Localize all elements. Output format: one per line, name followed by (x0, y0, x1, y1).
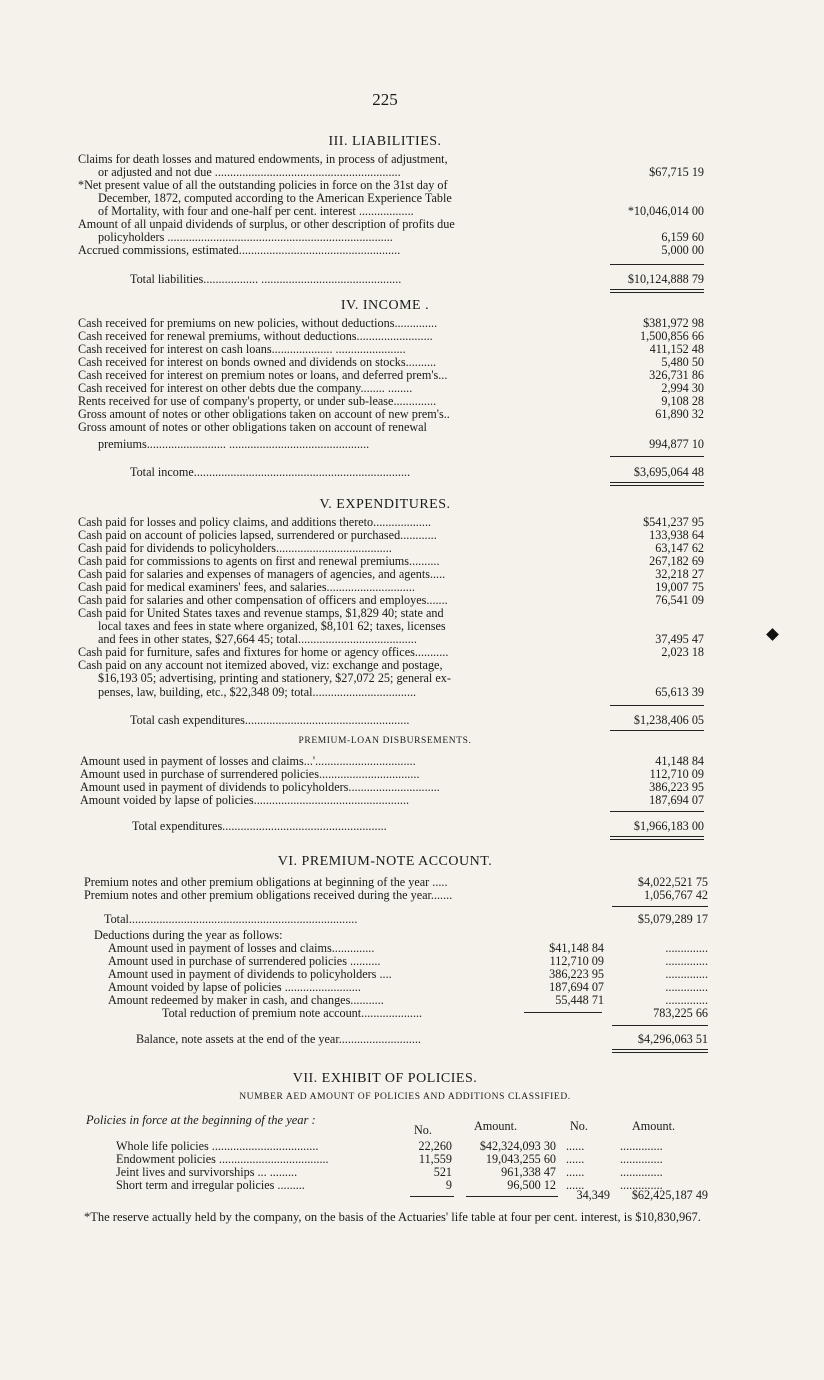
rule (612, 906, 708, 907)
income-row: Cash received for interest on cash loans.................... ....................... 411,152 48 (78, 342, 704, 356)
expenditure-row: Cash paid for United States taxes and revenue stamps, $1,829 40; state and (78, 606, 444, 620)
policy-no-2: ...... (566, 1152, 585, 1166)
page-number: 225 (372, 90, 398, 109)
expenditure-row: and fees in other states, $27,664 45; total....................................... 37,495 47 (98, 632, 704, 646)
policy-amount: 19,043,255 60 (485, 1152, 556, 1166)
income-row: premiums.......................... .............................................. 994,877 10 (98, 437, 704, 451)
balance-note-assets: Balance, note assets at the end of the year........................... $4,296,063 51 (136, 1032, 708, 1046)
rule (410, 1196, 454, 1197)
rule (610, 730, 704, 731)
deductions-label: Deductions during the year as follows: (94, 928, 283, 942)
income-row: Cash received for interest on bonds owned and dividends on stocks.......... 5,480 50 (78, 355, 704, 369)
policy-amount: $42,324,093 30 (479, 1139, 556, 1153)
exhibit-total-amount: $62,425,187 49 (631, 1188, 708, 1202)
expenditure-row: Cash paid for losses and policy claims, and additions thereto................... $541,237 95 (78, 515, 704, 529)
policy-amount-2: .............. (620, 1152, 663, 1166)
expenditure-row: $16,193 05; advertising, printing and stationery, $27,072 25; general ex- (98, 671, 451, 685)
expenditure-row: Cash paid for commissions to agents on first and renewal premiums.......... 267,182 69 (78, 554, 704, 568)
premium-loan-heading: PREMIUM-LOAN DISBURSEMENTS. (298, 736, 472, 746)
expenditure-row: Cash paid for salaries and other compensation of officers and employes....... 76,541 09 (78, 593, 704, 607)
policy-no: 521 (433, 1165, 452, 1179)
policy-amount-2: .............. (620, 1139, 663, 1153)
income-row: Rents received for use of company's property, or under sub-lease.............. 9,108 28 (78, 394, 704, 408)
premium-note-row: Premium notes and other premium obligations received during the year....... 1,056,767 42 (84, 888, 708, 902)
expenditure-row: Cash paid for furniture, safes and fixtures for home or agency offices........... 2,023 18 (78, 645, 704, 659)
income-row: Cash received for interest on premium notes or loans, and deferred prem's... 326,731 86 (78, 368, 704, 382)
policy-no: 11,559 (418, 1152, 452, 1166)
deduction-row: Amount voided by lapse of policies ......................... 187,694 07 .............. (108, 980, 708, 994)
deduction-row: Amount used in purchase of surrendered policies .......... 112,710 09 .............. (108, 954, 708, 968)
income-row: Gross amount of notes or other obligations taken on account of renewal (78, 420, 427, 434)
premium-note-total: Total........................................................................... $5,079,289 17 (104, 912, 708, 926)
column-header-amount: Amount. (474, 1119, 517, 1133)
liability-row: December, 1872, computed according to the American Experience Table (98, 191, 452, 205)
expenditure-row: Cash paid for dividends to policyholders...................................... 63,147 62 (78, 541, 704, 555)
in-force-label: Policies in force at the beginning of the year : (86, 1113, 316, 1127)
expenditure-row: local taxes and fees in state where organized, $8,101 62; taxes, licenses (98, 619, 446, 633)
expenditure-row: penses, law, building, etc., $22,348 09; total.................................. 65,613 39 (98, 685, 704, 699)
policy-amount: 961,338 47 (501, 1165, 556, 1179)
policy-amount: 96,500 12 (507, 1178, 556, 1192)
liability-row: policyholders .......................................................................... 6,159 60 (98, 230, 704, 244)
policy-label: Whole life policies ................................... (116, 1139, 319, 1153)
expenditure-row: Cash paid for salaries and expenses of managers of agencies, and agents..... 32,218 27 (78, 567, 704, 581)
total-expenditures: Total expenditures...................................................... $1,966,183 00 (132, 819, 704, 833)
premium-note-row: Premium notes and other premium obligations at beginning of the year ..... $4,022,521 75 (84, 875, 708, 889)
loan-row: Amount used in payment of losses and claims...'................................. 41,148 84 (80, 754, 704, 768)
section-heading-expenditures: V. EXPENDITURES. (319, 497, 451, 512)
policy-amount-2: .............. (620, 1178, 663, 1192)
income-row: Cash received for premiums on new policies, without deductions.............. $381,972 98 (78, 316, 704, 330)
policy-no: 9 (445, 1178, 452, 1192)
income-row: Cash received for interest on other debts due the company........ ........ 2,994 30 (78, 381, 704, 395)
liability-row: *Net present value of all the outstanding policies in force on the 31st day of (78, 178, 448, 192)
rule (610, 705, 704, 706)
policy-label: Short term and irregular policies ......... (116, 1178, 305, 1192)
double-rule (612, 1049, 708, 1053)
exhibit-subheading: NUMBER AED AMOUNT OF POLICIES AND ADDITIONS CLASSIFIED. (239, 1092, 571, 1102)
deduction-row: Amount used in payment of dividends to policyholders .... 386,223 95 .............. (108, 967, 708, 981)
double-rule (610, 289, 704, 293)
liability-row: of Mortality, with four and one-half per cent. interest .................. *10,046,014 00 (98, 204, 704, 218)
loan-row: Amount used in purchase of surrendered policies................................. 112,710 09 (80, 767, 704, 781)
section-heading-liabilities: III. LIABILITIES. (328, 134, 442, 149)
rule (466, 1196, 558, 1197)
section-heading-premium-note: VI. PREMIUM-NOTE ACCOUNT. (277, 854, 493, 869)
policy-label: Endowment policies .................................... (116, 1152, 329, 1166)
liability-row: or adjusted and not due ............................................................. $67,715 19 (98, 165, 704, 179)
section-heading-exhibit: VII. EXHIBIT OF POLICIES. (292, 1071, 478, 1086)
rule (610, 456, 704, 457)
double-rule (610, 836, 704, 840)
total-reduction: Total reduction of premium note account.................... 783,225 66 (162, 1006, 708, 1020)
total-cash-expenditures: Total cash expenditures...................................................... $1,238,406 05 (130, 713, 704, 727)
expenditure-row: Cash paid on account of policies lapsed, surrendered or purchased............ 133,938 64 (78, 528, 704, 542)
column-header-amount-2: Amount. (632, 1119, 675, 1133)
policy-label: Jeint lives and survivorships ... ......... (116, 1165, 298, 1179)
policy-no-2: ...... (566, 1165, 585, 1179)
rule (610, 264, 704, 265)
policy-no-2: ...... (566, 1139, 585, 1153)
deduction-row: Amount redeemed by maker in cash, and changes........... 55,448 71 .............. (108, 993, 708, 1007)
margin-mark (766, 628, 779, 641)
deduction-row: Amount used in payment of losses and claims.............. $41,148 84 .............. (108, 941, 708, 955)
section-heading-income: IV. INCOME . (340, 298, 430, 313)
income-total: Total income....................................................................... $3,695,064 48 (130, 465, 704, 479)
rule (610, 811, 704, 812)
rule (612, 1025, 708, 1026)
loan-row: Amount used in payment of dividends to policyholders.............................. 386,223 95 (80, 780, 704, 794)
expenditure-row: Cash paid on any account not itemized aboved, viz: exchange and postage, (78, 658, 443, 672)
loan-row: Amount voided by lapse of policies................................................... 187,694 07 (80, 793, 704, 807)
liability-row: Accrued commissions, estimated..................................................... 5,000 00 (78, 243, 704, 257)
policy-amount-2: .............. (620, 1165, 663, 1179)
income-row: Gross amount of notes or other obligations taken on account of new prem's.. 61,890 32 (78, 407, 704, 421)
liability-row: Claims for death losses and matured endowments, in process of adjustment, (78, 152, 448, 166)
column-header-no-2: No. (570, 1119, 588, 1133)
expenditure-row: Cash paid for medical examiners' fees, and salaries............................. 19,007 75 (78, 580, 704, 594)
double-rule (610, 482, 704, 486)
income-row: Cash received for renewal premiums, without deductions......................... 1,500,856 66 (78, 329, 704, 343)
liabilities-total: Total liabilities.................. .............................................. $10,124,888 79 (130, 272, 704, 286)
policy-no-2: ...... (566, 1178, 585, 1192)
footnote: *The reserve actually held by the company, on the basis of the Actuaries' life table at four per cent. interest, is $10,830,967. (84, 1210, 701, 1224)
liability-row: Amount of all unpaid dividends of surplus, or other description of profits due (78, 217, 455, 231)
column-header-no: No. (414, 1123, 432, 1137)
exhibit-total-no: 34,349 (576, 1188, 610, 1202)
policy-no: 22,260 (418, 1139, 452, 1153)
